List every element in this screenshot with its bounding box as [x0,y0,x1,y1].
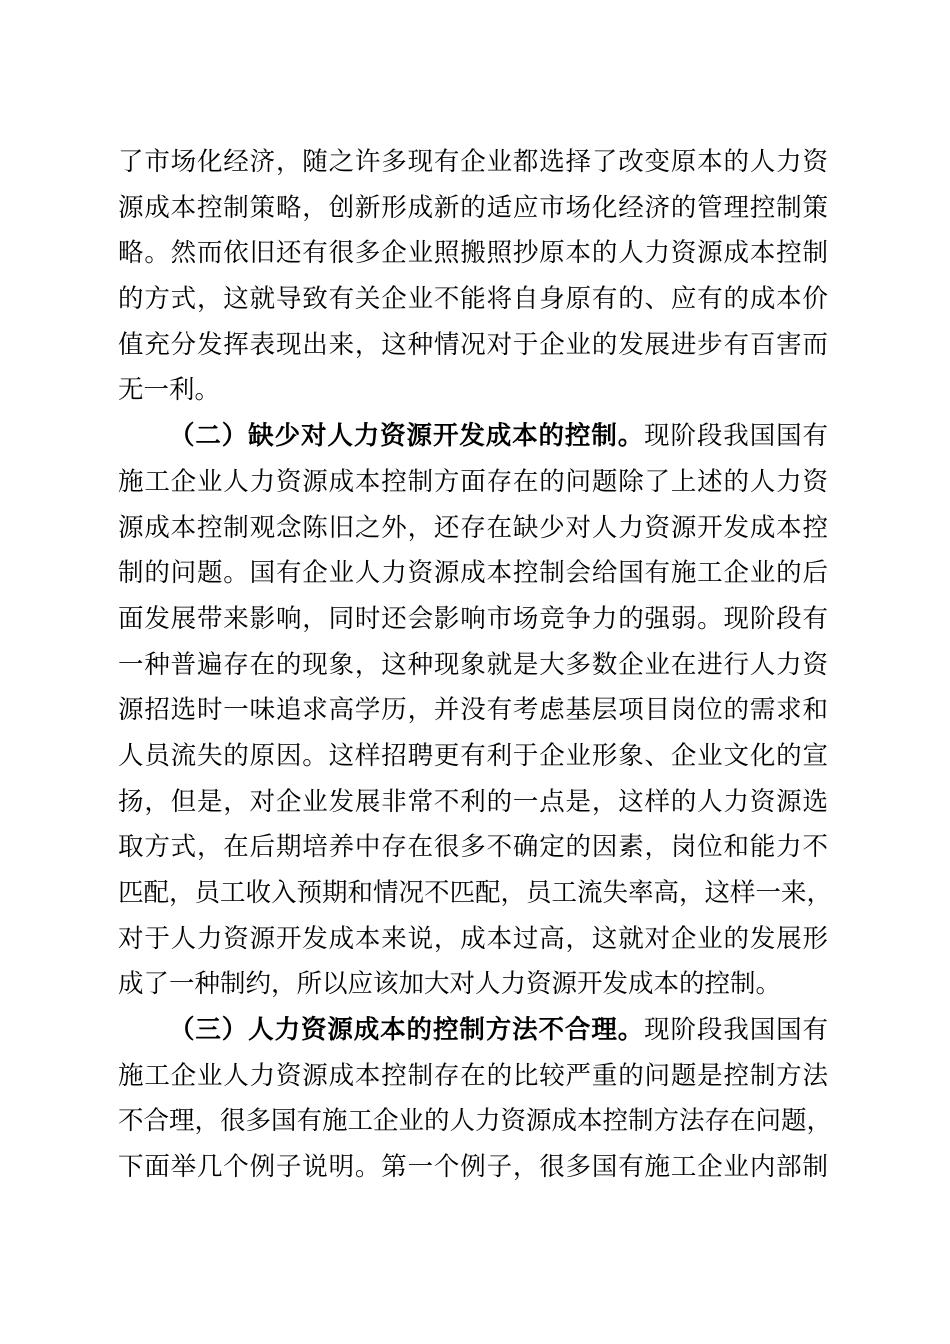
paragraph-first-line [118,414,828,460]
text-line: 源成本控制观念陈旧之外，还存在缺少对人力资源开发成本控 [118,512,828,543]
text-run: 现阶段我国国有 [644,1015,828,1046]
text-line: 下面举几个例子说明。第一个例子，很多国有施工企业内部制 [118,1152,828,1183]
text-line: 取方式，在后期培养中存在很多不确定的因素，岗位和能力不 [118,832,828,863]
paragraph-3 [118,1008,833,1191]
text-line: 源招选时一味追求高学历，并没有考虑基层项目岗位的需求和 [118,695,828,726]
paragraph-first-line [118,1008,828,1054]
text-line: 略。然而依旧还有很多企业照搬照抄原本的人力资源成本控制 [118,238,828,269]
section-heading: （三）人力资源成本的控制方法不合理。 [169,1015,645,1046]
text-line: 制的问题。国有企业人力资源成本控制会给国有施工企业的后 [118,558,828,589]
text-line: 施工企业人力资源成本控制存在的比较严重的问题是控制方法 [118,1060,828,1091]
text-line: 匹配，员工收入预期和情况不匹配，员工流失率高，这样一来， [118,878,833,908]
text-line: 人员流失的原因。这样招聘更有利于企业形象、企业文化的宣 [118,740,828,771]
text-line: 源成本控制策略，创新形成新的适应市场化经济的管理控制策 [118,192,828,223]
text-line: 值充分发挥表现出来，这种情况对于企业的发展进步有百害而 [118,329,828,360]
text-line: 无一利。 [118,375,221,406]
section-heading: （二）缺少对人力资源开发成本的控制。 [169,421,645,452]
text-line: 的方式，这就导致有关企业不能将自身原有的、应有的成本价 [118,284,828,315]
text-run: 现阶段我国国有 [644,421,828,452]
text-line: 一种普遍存在的现象，这种现象就是大多数企业在进行人力资 [118,649,828,680]
text-line: 施工企业人力资源成本控制方面存在的问题除了上述的人力资 [118,466,828,497]
paragraph-2 [118,414,833,1008]
text-line: 扬，但是，对企业发展非常不利的一点是，这样的人力资源选 [118,786,828,817]
text-line: 了市场化经济，随之许多现有企业都选择了改变原本的人力资 [118,147,828,177]
text-line: 面发展带来影响，同时还会影响市场竞争力的强弱。现阶段有 [118,603,828,634]
text-line: 不合理，很多国有施工企业的人力资源成本控制方法存在问题， [118,1106,833,1137]
text-line: 成了一种制约，所以应该加大对人力资源开发成本的控制。 [118,969,782,1000]
document-page [118,140,833,1191]
text-line: 对于人力资源开发成本来说，成本过高，这就对企业的发展形 [118,923,828,954]
paragraph-1 [118,140,828,414]
